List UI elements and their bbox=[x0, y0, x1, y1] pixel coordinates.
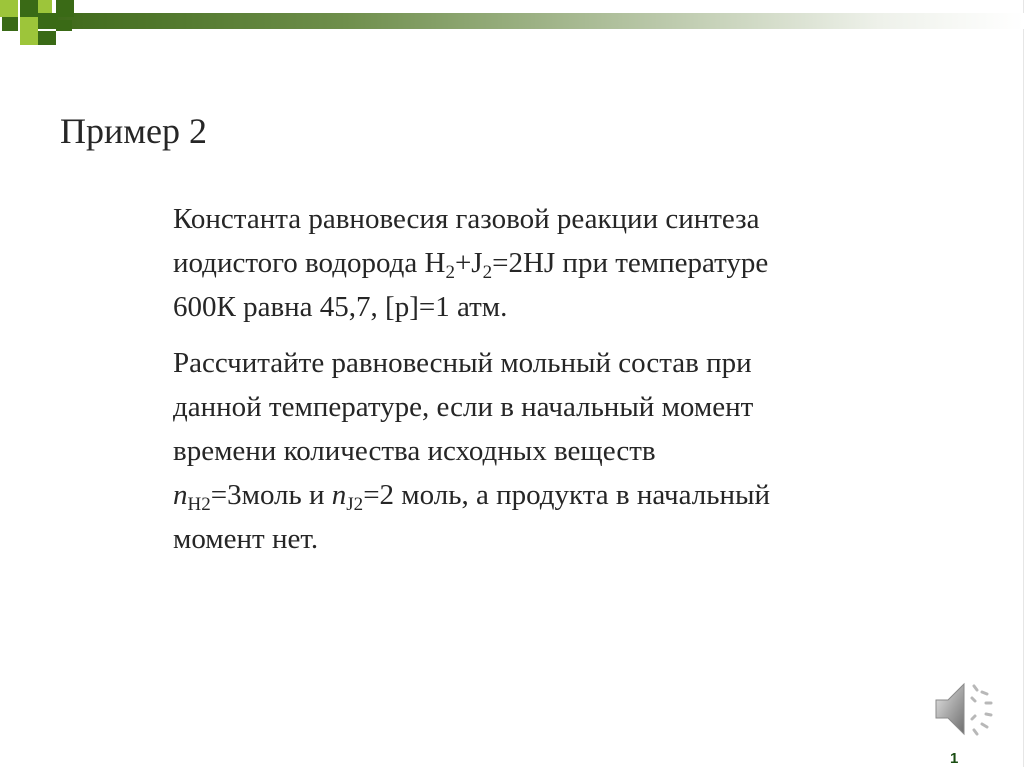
text-line: Рассчитайте равновесный мольный состав при bbox=[173, 347, 752, 379]
speaker-icon[interactable] bbox=[932, 678, 998, 740]
decor-square bbox=[20, 31, 38, 45]
text-line: Константа равновесия газовой реакции синтеза bbox=[173, 203, 760, 235]
text-fragment: =2 моль, а продукта в начальный bbox=[363, 479, 770, 511]
text-line: 600К равна 45,7, [p]=1 атм. bbox=[173, 291, 508, 323]
text-line: момент нет. bbox=[173, 523, 319, 555]
page-number: 1 bbox=[950, 750, 959, 767]
slide-body bbox=[173, 197, 913, 573]
variable-n: n bbox=[173, 479, 188, 511]
text-fragment: =3моль и bbox=[210, 479, 332, 511]
subscript: J2 bbox=[346, 494, 364, 515]
decor-square bbox=[20, 17, 38, 31]
text-line: данной температуре, если в начальный момент bbox=[173, 391, 754, 423]
decor-square bbox=[38, 31, 56, 45]
paragraph-task bbox=[173, 341, 913, 561]
text-fragment: =2HJ при температуре bbox=[492, 247, 769, 279]
decor-square bbox=[56, 20, 72, 31]
decor-square bbox=[0, 0, 18, 17]
decor-square bbox=[56, 0, 74, 17]
decor-square bbox=[2, 17, 18, 31]
decor-square bbox=[38, 13, 58, 29]
subscript: 2 bbox=[445, 262, 455, 283]
header-decoration bbox=[0, 0, 1024, 48]
subscript: H2 bbox=[187, 494, 211, 515]
decor-square bbox=[20, 0, 38, 17]
text-fragment: +J bbox=[454, 247, 483, 279]
text-line: иодистого водорода H bbox=[173, 247, 446, 279]
text-line: времени количества исходных веществ bbox=[173, 435, 656, 467]
speaker-icon-graphic bbox=[932, 678, 998, 740]
subscript: 2 bbox=[482, 262, 493, 283]
slide-title: Пример 2 bbox=[60, 111, 208, 151]
gradient-stripe bbox=[56, 13, 1024, 29]
variable-n: n bbox=[331, 479, 347, 511]
paragraph-reaction bbox=[173, 197, 913, 329]
